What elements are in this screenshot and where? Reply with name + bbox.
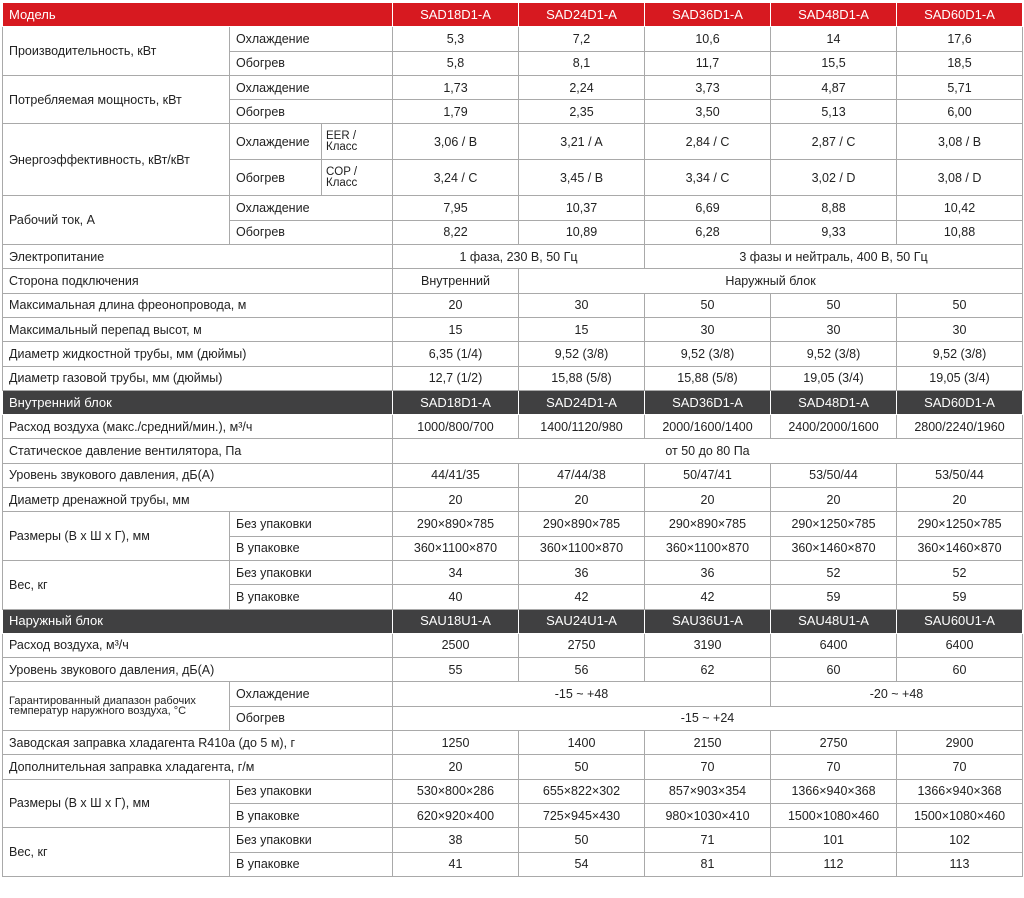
- model-name-2: SAD24D1-A: [519, 390, 645, 414]
- value-value-5: 70: [897, 755, 1023, 779]
- unpacked-value-3: 71: [645, 828, 771, 852]
- heating-value-5: 6,00: [897, 100, 1023, 124]
- model-header-label: Модель: [3, 3, 393, 27]
- model-name-2: SAU24U1-A: [519, 609, 645, 633]
- outdoor-weight-label: Вес, кг: [3, 828, 230, 877]
- value-value-3: 3190: [645, 633, 771, 657]
- model-name-1: SAU18U1-A: [393, 609, 519, 633]
- unpacked-value-4: 1366×940×368: [771, 779, 897, 803]
- mode-label: Обогрев: [230, 220, 393, 244]
- outdoor-dims-label: Размеры (В х Ш х Г), мм: [3, 779, 230, 828]
- value-value-5: 50: [897, 293, 1023, 317]
- power-supply-row: [3, 245, 1023, 269]
- cop-value-1: 3,24 / C: [393, 160, 519, 196]
- model-name-2: SAD24D1-A: [519, 3, 645, 27]
- value-value-3: 2000/1600/1400: [645, 415, 771, 439]
- packed-value-5: 113: [897, 852, 1023, 876]
- connection-outdoor-value: Наружный блок: [519, 269, 1023, 293]
- value-value-5: 30: [897, 317, 1023, 341]
- unpacked-value-3: 36: [645, 560, 771, 584]
- liquid-pipe-row: [3, 342, 1023, 366]
- unpacked-value-5: 1366×940×368: [897, 779, 1023, 803]
- heating-value-5: 10,88: [897, 220, 1023, 244]
- value-value-5: 2800/2240/1960: [897, 415, 1023, 439]
- mode-label: Обогрев: [230, 100, 393, 124]
- indoor-dims-label: Размеры (В х Ш х Г), мм: [3, 512, 230, 561]
- value-value-2: 2750: [519, 633, 645, 657]
- heating-value-1: 1,79: [393, 100, 519, 124]
- heating-value-3: 6,28: [645, 220, 771, 244]
- temp-range-heating-value: -15 ~ +24: [393, 706, 1023, 730]
- value-value-5: 53/50/44: [897, 463, 1023, 487]
- value-value-1: 20: [393, 293, 519, 317]
- packed-value-1: 41: [393, 852, 519, 876]
- packed-value-5: 360×1460×870: [897, 536, 1023, 560]
- heating-value-4: 9,33: [771, 220, 897, 244]
- connection-side-label: Сторона подключения: [3, 269, 393, 293]
- value-value-5: 19,05 (3/4): [897, 366, 1023, 390]
- value-value-3: 15,88 (5/8): [645, 366, 771, 390]
- value-value-5: 60: [897, 658, 1023, 682]
- cooling-value-2: 10,37: [519, 196, 645, 220]
- model-name-4: SAD48D1-A: [771, 3, 897, 27]
- outdoor-header: [3, 609, 1023, 633]
- mode-label: В упаковке: [230, 536, 393, 560]
- cop-value-3: 3,34 / C: [645, 160, 771, 196]
- packed-value-5: 59: [897, 585, 1023, 609]
- model-name-1: SAD18D1-A: [393, 390, 519, 414]
- value-value-4: 19,05 (3/4): [771, 366, 897, 390]
- value-value-1: 55: [393, 658, 519, 682]
- packed-value-2: 360×1100×870: [519, 536, 645, 560]
- indoor-airflow-label: Расход воздуха (макс./средний/мин.), м³/ч: [3, 415, 393, 439]
- capacity-row: [3, 27, 1023, 51]
- packed-value-4: 59: [771, 585, 897, 609]
- value-value-2: 56: [519, 658, 645, 682]
- indoor-weight-row: [3, 560, 1023, 584]
- cooling-value-3: 10,6: [645, 27, 771, 51]
- heating-value-1: 5,8: [393, 51, 519, 75]
- eer-value-5: 3,08 / B: [897, 124, 1023, 160]
- outdoor-weight-row: [3, 828, 1023, 852]
- cooling-value-4: 8,88: [771, 196, 897, 220]
- mode-label: Без упаковки: [230, 560, 393, 584]
- max-pipe-length-row: [3, 293, 1023, 317]
- value-value-3: 70: [645, 755, 771, 779]
- mode-label: Охлаждение: [230, 196, 393, 220]
- packed-value-3: 42: [645, 585, 771, 609]
- temp-range-cooling-value: -15 ~ +48: [393, 682, 771, 706]
- value-value-1: 44/41/35: [393, 463, 519, 487]
- drain-pipe-row: [3, 488, 1023, 512]
- static-pressure-value: от 50 до 80 Па: [393, 439, 1023, 463]
- heating-value-3: 3,50: [645, 100, 771, 124]
- mode-label: Обогрев: [230, 51, 393, 75]
- value-value-2: 1400: [519, 731, 645, 755]
- mode-label: Охлаждение: [230, 27, 393, 51]
- heating-value-4: 15,5: [771, 51, 897, 75]
- cop-value-4: 3,02 / D: [771, 160, 897, 196]
- model-name-1: SAD18D1-A: [393, 3, 519, 27]
- cooling-value-5: 17,6: [897, 27, 1023, 51]
- value-value-3: 2150: [645, 731, 771, 755]
- mode-label: Без упаковки: [230, 512, 393, 536]
- model-name-5: SAD60D1-A: [897, 3, 1023, 27]
- power-supply-label: Электропитание: [3, 245, 393, 269]
- eer-value-1: 3,06 / B: [393, 124, 519, 160]
- outdoor-airflow-row: [3, 633, 1023, 657]
- indoor-header: [3, 390, 1023, 414]
- value-value-4: 9,52 (3/8): [771, 342, 897, 366]
- value-value-1: 6,35 (1/4): [393, 342, 519, 366]
- unpacked-value-4: 52: [771, 560, 897, 584]
- mode-label: Обогрев: [230, 160, 322, 196]
- extra-charge-row: [3, 755, 1023, 779]
- unpacked-value-1: 38: [393, 828, 519, 852]
- unpacked-value-5: 102: [897, 828, 1023, 852]
- value-value-1: 15: [393, 317, 519, 341]
- single-phase-value: 1 фаза, 230 В, 50 Гц: [393, 245, 645, 269]
- packed-value-5: 1500×1080×460: [897, 803, 1023, 827]
- drain-pipe-label: Диаметр дренажной трубы, мм: [3, 488, 393, 512]
- value-value-4: 2750: [771, 731, 897, 755]
- mode-label: Охлаждение: [230, 75, 393, 99]
- outdoor-dims-row: [3, 779, 1023, 803]
- outdoor-noise-row: [3, 658, 1023, 682]
- packed-value-2: 54: [519, 852, 645, 876]
- indoor-header-label: Внутренний блок: [3, 390, 393, 414]
- unpacked-value-1: 530×800×286: [393, 779, 519, 803]
- cooling-value-5: 5,71: [897, 75, 1023, 99]
- heating-value-5: 18,5: [897, 51, 1023, 75]
- model-name-4: SAD48D1-A: [771, 390, 897, 414]
- cooling-value-2: 2,24: [519, 75, 645, 99]
- value-value-2: 47/44/38: [519, 463, 645, 487]
- mode-label: Обогрев: [230, 706, 393, 730]
- unpacked-value-2: 655×822×302: [519, 779, 645, 803]
- metric-label: EER / Класс: [322, 124, 393, 160]
- model-header: [3, 3, 1023, 27]
- heating-value-2: 2,35: [519, 100, 645, 124]
- value-value-4: 60: [771, 658, 897, 682]
- value-value-3: 62: [645, 658, 771, 682]
- value-value-1: 12,7 (1/2): [393, 366, 519, 390]
- indoor-weight-label: Вес, кг: [3, 560, 230, 609]
- unpacked-value-2: 36: [519, 560, 645, 584]
- unpacked-value-2: 290×890×785: [519, 512, 645, 536]
- power-input-row: [3, 75, 1023, 99]
- unpacked-value-3: 857×903×354: [645, 779, 771, 803]
- value-value-4: 53/50/44: [771, 463, 897, 487]
- unpacked-value-2: 50: [519, 828, 645, 852]
- value-value-5: 2900: [897, 731, 1023, 755]
- value-value-1: 20: [393, 755, 519, 779]
- value-value-1: 1000/800/700: [393, 415, 519, 439]
- indoor-noise-row: [3, 463, 1023, 487]
- current-row: [3, 196, 1023, 220]
- efficiency-label: Энергоэффективность, кВт/кВт: [3, 124, 230, 196]
- value-value-3: 30: [645, 317, 771, 341]
- static-pressure-row: [3, 439, 1023, 463]
- factory-charge-label: Заводская заправка хладагента R410a (до 5 м), г: [3, 731, 393, 755]
- gas-pipe-label: Диаметр газовой трубы, мм (дюймы): [3, 366, 393, 390]
- packed-value-4: 112: [771, 852, 897, 876]
- value-value-3: 50/47/41: [645, 463, 771, 487]
- value-value-2: 9,52 (3/8): [519, 342, 645, 366]
- value-value-2: 15: [519, 317, 645, 341]
- heating-value-2: 8,1: [519, 51, 645, 75]
- packed-value-3: 360×1100×870: [645, 536, 771, 560]
- value-value-1: 20: [393, 488, 519, 512]
- value-value-5: 6400: [897, 633, 1023, 657]
- max-pipe-length-label: Максимальная длина фреонопровода, м: [3, 293, 393, 317]
- connection-indoor-value: Внутренний: [393, 269, 519, 293]
- model-name-5: SAD60D1-A: [897, 390, 1023, 414]
- packed-value-4: 360×1460×870: [771, 536, 897, 560]
- mode-label: Охлаждение: [230, 124, 322, 160]
- extra-charge-label: Дополнительная заправка хладагента, г/м: [3, 755, 393, 779]
- value-value-2: 30: [519, 293, 645, 317]
- outdoor-airflow-label: Расход воздуха, м³/ч: [3, 633, 393, 657]
- value-value-1: 1250: [393, 731, 519, 755]
- heating-value-3: 11,7: [645, 51, 771, 75]
- efficiency-row: [3, 124, 1023, 160]
- mode-label: В упаковке: [230, 803, 393, 827]
- capacity-label: Производительность, кВт: [3, 27, 230, 76]
- cop-value-2: 3,45 / B: [519, 160, 645, 196]
- specs-table: [2, 2, 1023, 877]
- unpacked-value-4: 101: [771, 828, 897, 852]
- model-name-5: SAU60U1-A: [897, 609, 1023, 633]
- cooling-value-1: 5,3: [393, 27, 519, 51]
- value-value-3: 20: [645, 488, 771, 512]
- value-value-2: 1400/1120/980: [519, 415, 645, 439]
- three-phase-value: 3 фазы и нейтраль, 400 В, 50 Гц: [645, 245, 1023, 269]
- eer-value-3: 2,84 / C: [645, 124, 771, 160]
- indoor-noise-label: Уровень звукового давления, дБ(А): [3, 463, 393, 487]
- cop-value-5: 3,08 / D: [897, 160, 1023, 196]
- value-value-3: 9,52 (3/8): [645, 342, 771, 366]
- cooling-value-1: 1,73: [393, 75, 519, 99]
- mode-label: Охлаждение: [230, 682, 393, 706]
- current-label: Рабочий ток, А: [3, 196, 230, 245]
- max-height-diff-label: Максимальный перепад высот, м: [3, 317, 393, 341]
- value-value-3: 50: [645, 293, 771, 317]
- packed-value-2: 42: [519, 585, 645, 609]
- temp-range-cooling-value: -20 ~ +48: [771, 682, 1023, 706]
- value-value-4: 6400: [771, 633, 897, 657]
- packed-value-1: 620×920×400: [393, 803, 519, 827]
- value-value-2: 20: [519, 488, 645, 512]
- cooling-value-1: 7,95: [393, 196, 519, 220]
- unpacked-value-1: 34: [393, 560, 519, 584]
- cooling-value-4: 14: [771, 27, 897, 51]
- model-name-3: SAD36D1-A: [645, 390, 771, 414]
- gas-pipe-row: [3, 366, 1023, 390]
- mode-label: Без упаковки: [230, 779, 393, 803]
- factory-charge-row: [3, 731, 1023, 755]
- heating-value-4: 5,13: [771, 100, 897, 124]
- liquid-pipe-label: Диаметр жидкостной трубы, мм (дюймы): [3, 342, 393, 366]
- mode-label: В упаковке: [230, 852, 393, 876]
- value-value-2: 50: [519, 755, 645, 779]
- heating-value-1: 8,22: [393, 220, 519, 244]
- packed-value-2: 725×945×430: [519, 803, 645, 827]
- model-name-3: SAU36U1-A: [645, 609, 771, 633]
- packed-value-3: 81: [645, 852, 771, 876]
- value-value-5: 9,52 (3/8): [897, 342, 1023, 366]
- model-name-3: SAD36D1-A: [645, 3, 771, 27]
- packed-value-1: 360×1100×870: [393, 536, 519, 560]
- eer-value-4: 2,87 / C: [771, 124, 897, 160]
- value-value-5: 20: [897, 488, 1023, 512]
- cooling-value-3: 3,73: [645, 75, 771, 99]
- value-value-4: 30: [771, 317, 897, 341]
- unpacked-value-5: 52: [897, 560, 1023, 584]
- outdoor-noise-label: Уровень звукового давления, дБ(А): [3, 658, 393, 682]
- value-value-4: 20: [771, 488, 897, 512]
- unpacked-value-3: 290×890×785: [645, 512, 771, 536]
- mode-label: В упаковке: [230, 585, 393, 609]
- packed-value-4: 1500×1080×460: [771, 803, 897, 827]
- cooling-value-3: 6,69: [645, 196, 771, 220]
- unpacked-value-4: 290×1250×785: [771, 512, 897, 536]
- static-pressure-label: Статическое давление вентилятора, Па: [3, 439, 393, 463]
- unpacked-value-1: 290×890×785: [393, 512, 519, 536]
- temp-range-label: Гарантированный диапазон рабочих температур наружного воздуха, °С: [3, 682, 230, 731]
- indoor-airflow-row: [3, 415, 1023, 439]
- mode-label: Без упаковки: [230, 828, 393, 852]
- temp-range-row: [3, 682, 1023, 706]
- model-name-4: SAU48U1-A: [771, 609, 897, 633]
- heating-value-2: 10,89: [519, 220, 645, 244]
- indoor-dims-row: [3, 512, 1023, 536]
- cooling-value-4: 4,87: [771, 75, 897, 99]
- packed-value-3: 980×1030×410: [645, 803, 771, 827]
- value-value-4: 70: [771, 755, 897, 779]
- eer-value-2: 3,21 / A: [519, 124, 645, 160]
- value-value-2: 15,88 (5/8): [519, 366, 645, 390]
- max-height-diff-row: [3, 317, 1023, 341]
- value-value-4: 50: [771, 293, 897, 317]
- value-value-4: 2400/2000/1600: [771, 415, 897, 439]
- cooling-value-2: 7,2: [519, 27, 645, 51]
- unpacked-value-5: 290×1250×785: [897, 512, 1023, 536]
- packed-value-1: 40: [393, 585, 519, 609]
- metric-label: COP / Класс: [322, 160, 393, 196]
- power-input-label: Потребляемая мощность, кВт: [3, 75, 230, 124]
- cooling-value-5: 10,42: [897, 196, 1023, 220]
- connection-side-row: [3, 269, 1023, 293]
- value-value-1: 2500: [393, 633, 519, 657]
- outdoor-header-label: Наружный блок: [3, 609, 393, 633]
